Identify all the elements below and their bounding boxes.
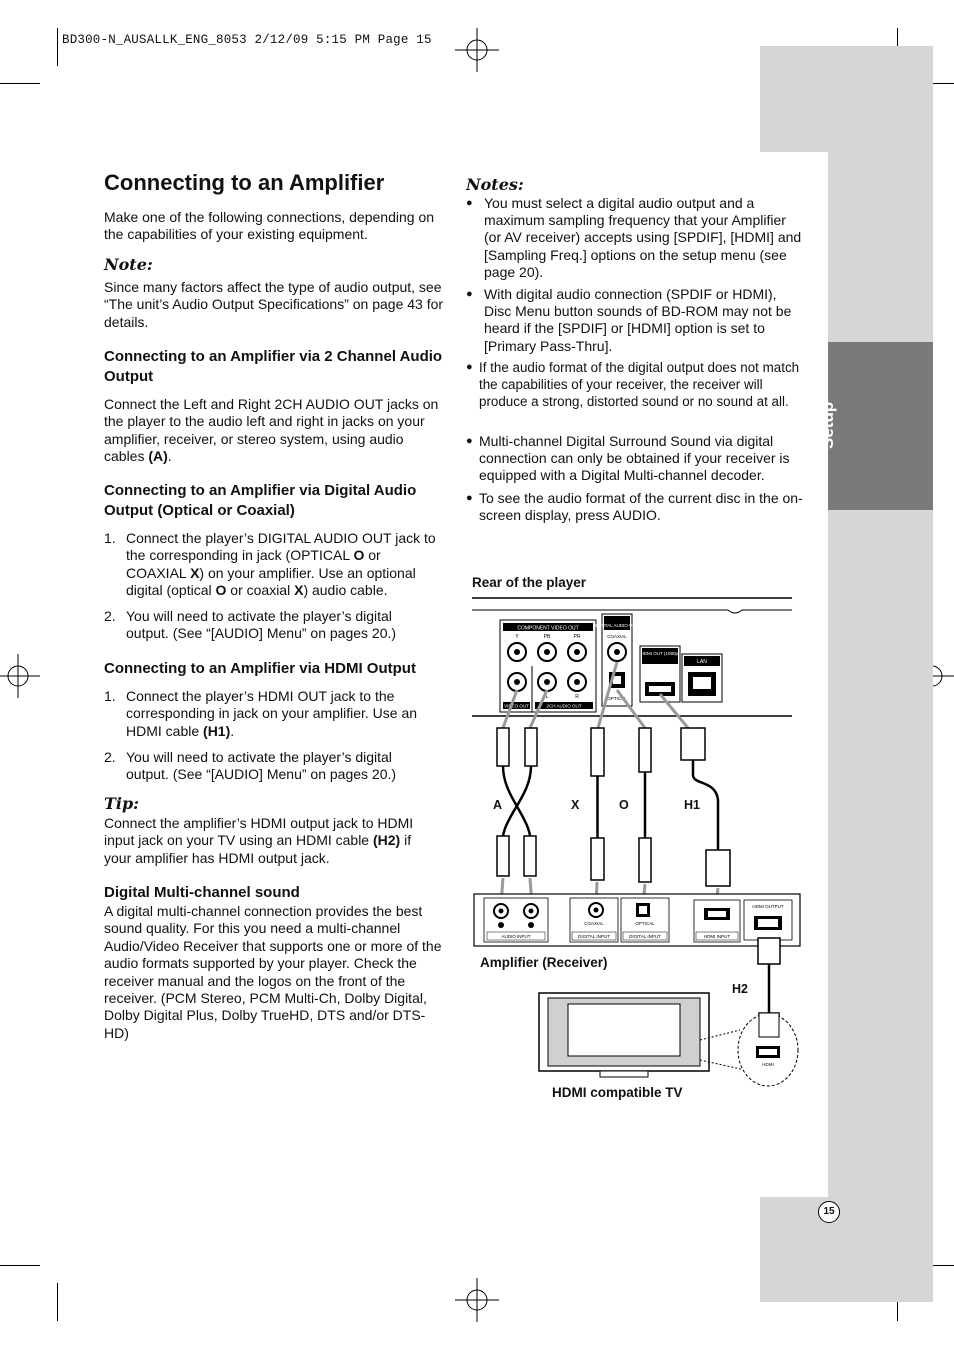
svg-text:DIGITAL INPUT: DIGITAL INPUT bbox=[629, 934, 661, 939]
svg-text:2CH AUDIO OUT: 2CH AUDIO OUT bbox=[546, 703, 582, 709]
cable-label-a: A bbox=[493, 798, 503, 812]
cable-a bbox=[497, 728, 537, 876]
registration-mark bbox=[455, 28, 499, 72]
registration-mark bbox=[455, 1278, 499, 1322]
svg-text:L: L bbox=[545, 694, 549, 700]
svg-text:PB: PB bbox=[543, 634, 551, 640]
intro-text: Make one of the following connections, depending on the capabilities of your existing equipment. bbox=[104, 209, 435, 243]
page-number: 15 bbox=[818, 1201, 840, 1223]
svg-text:DIGITAL INPUT: DIGITAL INPUT bbox=[578, 934, 610, 939]
cable-label-h2: H2 bbox=[732, 982, 748, 996]
cable-x bbox=[591, 728, 604, 880]
list-item: ● To see the audio format of the current disc in the on-screen display, press AUDIO. bbox=[466, 490, 803, 524]
section-text: A digital multi-channel connection provides the best sound quality. For this you need a multi-channel Audio/Video Receiver that supports one or more of the audio formats supported by your player. Check the receiver manual and the logos on the front of the receiver. (PCM Stereo, PCM Multi-Ch, Dolby Digital, Dolby Digital Plus, Dolby TrueHD, DTS and/or DTS-HD) bbox=[104, 903, 442, 1041]
cable-h1 bbox=[681, 728, 730, 886]
list-item: 2. You will need to activate the player’s digital output. (See “[AUDIO] Menu” on pages 20.) bbox=[104, 749, 397, 783]
player-rear-panel bbox=[472, 598, 792, 716]
svg-text:OPTICAL: OPTICAL bbox=[607, 696, 627, 701]
side-bar bbox=[760, 1197, 933, 1302]
list-item: 2. You will need to activate the player’s digital output. (See “[AUDIO] Menu” on pages 20.) bbox=[104, 608, 397, 642]
connection-diagram bbox=[460, 595, 815, 1095]
note-text: Since many factors affect the type of audio output, see “The unit’s Audio Output Specifications” on page 43 for details. bbox=[104, 279, 444, 330]
component-video-label: COMPONENT VIDEO OUT bbox=[517, 625, 579, 632]
section-heading: Connecting to an Amplifier via HDMI Output bbox=[104, 660, 416, 677]
tip-text: Connect the amplifier’s HDMI output jack to HDMI input jack on your TV using an HDMI cable (H2) if your amplifier has HDMI output jack. bbox=[104, 815, 414, 866]
amplifier-caption: Amplifier (Receiver) bbox=[480, 955, 608, 970]
section-tab-label: Installation and Setup bbox=[796, 362, 837, 488]
svg-text:COAXIAL: COAXIAL bbox=[607, 634, 627, 639]
section-heading: Connecting to an Amplifier via Digital Audio Output (Optical or Coaxial) bbox=[104, 482, 417, 519]
svg-text:PR: PR bbox=[573, 634, 581, 640]
note-heading: Note: bbox=[104, 255, 153, 274]
crop-mark bbox=[57, 28, 58, 66]
cable-label-x: X bbox=[571, 798, 580, 812]
section-heading: Digital Multi-channel sound bbox=[104, 884, 300, 901]
svg-text:Y: Y bbox=[515, 634, 519, 640]
svg-text:HDMI OUTPUT: HDMI OUTPUT bbox=[752, 904, 784, 909]
tv-caption: HDMI compatible TV bbox=[552, 1085, 683, 1100]
list-item: ● With digital audio connection (SPDIF or HDMI), Disc Menu button sounds of BD-ROM may not be heard if the [SPDIF] or [HDMI] option is set to [Primary Pass-Thru]. bbox=[466, 286, 792, 354]
list-item: ● Multi-channel Digital Surround Sound via digital connection can only be obtained if your receiver is equipped with a Digital Multi-channel decoder. bbox=[466, 433, 790, 484]
registration-mark bbox=[0, 654, 44, 698]
section-text: Connect the Left and Right 2CH AUDIO OUT jacks on the player to the audio left and right in jacks on your amplifier, receiver, or stereo system, using audio cables (A). bbox=[104, 396, 439, 465]
svg-text:HDMI OUT (1080p): HDMI OUT (1080p) bbox=[640, 651, 680, 656]
svg-text:COAXIAL: COAXIAL bbox=[584, 921, 604, 926]
page-title: Connecting to an Amplifier bbox=[104, 170, 385, 195]
list-item: ● You must select a digital audio output and a maximum sampling frequency that your Amplifier (or AV receiver) accepts using [SPDIF], [HDMI] and [Sampling Freq.] options on the setup menu (see page 20). bbox=[466, 195, 802, 280]
section-heading: Connecting to an Amplifier via 2 Channel Audio Output bbox=[104, 348, 443, 385]
cable-label-o: O bbox=[619, 798, 629, 812]
print-slug: BD300-N_AUSALLK_ENG_8053 2/12/09 5:15 PM Page 15 bbox=[62, 33, 432, 47]
svg-text:LAN: LAN bbox=[697, 659, 707, 665]
list-item: 1. Connect the player’s DIGITAL AUDIO OUT jack to the corresponding in jack (OPTICAL O or COAXIAL X) on your amplifier. Use an optional digital (optical O or coaxial X) audio cable. bbox=[104, 530, 436, 599]
svg-text:HDMI INPUT: HDMI INPUT bbox=[703, 934, 731, 939]
crop-mark bbox=[57, 1283, 58, 1321]
tip-heading: Tip: bbox=[104, 794, 140, 813]
cable-label-h1: H1 bbox=[684, 798, 700, 812]
svg-text:VIDEO OUT: VIDEO OUT bbox=[504, 703, 529, 709]
cable-o bbox=[639, 728, 651, 882]
list-item: ● If the audio format of the digital output does not match the capabilities of your receiver, the receiver will produce a strong, distorted sound or no sound at all. bbox=[466, 360, 800, 410]
svg-text:R: R bbox=[575, 694, 579, 700]
svg-text:AUDIO INPUT: AUDIO INPUT bbox=[501, 934, 531, 939]
amplifier-panel bbox=[474, 894, 800, 946]
notes-heading: Notes: bbox=[466, 175, 524, 194]
svg-text:OPTICAL: OPTICAL bbox=[635, 921, 655, 926]
crop-mark bbox=[0, 83, 40, 84]
rear-player-caption: Rear of the player bbox=[472, 575, 587, 590]
hdmi-tv bbox=[539, 993, 798, 1086]
side-bar bbox=[760, 46, 933, 152]
svg-text:DIGITAL AUDIO OUT: DIGITAL AUDIO OUT bbox=[595, 623, 639, 628]
list-item: 1. Connect the player’s HDMI OUT jack to the corresponding in jack on your amplifier. Use an HDMI cable (H1). bbox=[104, 688, 418, 739]
svg-text:HDMI: HDMI bbox=[762, 1062, 774, 1067]
crop-mark bbox=[0, 1265, 40, 1266]
side-bar bbox=[828, 152, 933, 1197]
